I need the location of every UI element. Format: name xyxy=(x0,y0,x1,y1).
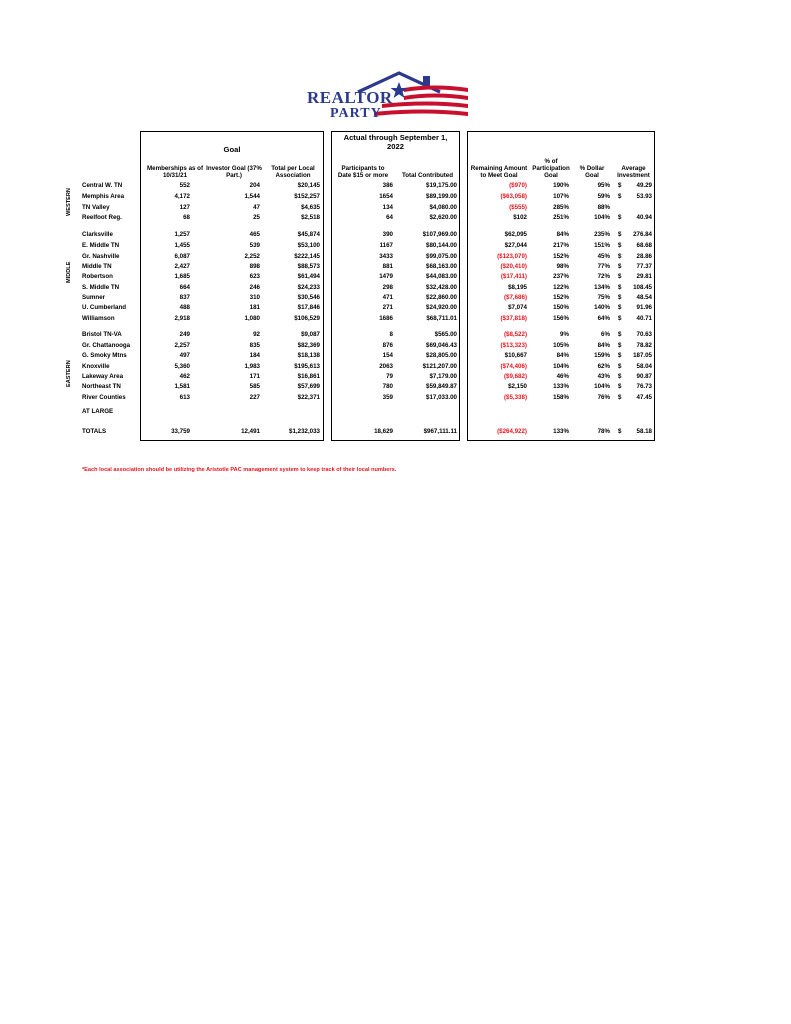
row-pct-dollar: 151% xyxy=(594,242,610,249)
col-header-average-2: Investment xyxy=(617,172,650,179)
row-dollar-sign: $ xyxy=(618,352,622,359)
row-dollar-sign: $ xyxy=(618,253,622,260)
row-total-goal: $30,546 xyxy=(297,294,320,301)
row-total-goal: $57,699 xyxy=(297,383,320,390)
col-header-pct-participation: % of xyxy=(544,158,558,165)
row-members: 2,918 xyxy=(174,315,190,322)
row-pct-dollar: 43% xyxy=(597,373,610,380)
row-investor-goal: 184 xyxy=(249,352,260,359)
row-contributed: $89,199.00 xyxy=(426,193,457,200)
totals-label: TOTALS xyxy=(82,428,107,435)
row-remaining: $2,150 xyxy=(508,383,527,390)
logo-text-party: PARTY xyxy=(330,106,382,120)
row-average: 78.82 xyxy=(636,342,652,349)
logo-text-realtor: REALTOR xyxy=(307,88,393,107)
row-contributed: $107,969.00 xyxy=(422,231,457,238)
row-investor-goal: 1,080 xyxy=(244,315,260,322)
row-remaining: ($5,338) xyxy=(503,394,527,401)
row-total-goal: $18,138 xyxy=(297,352,320,359)
totals-pct-dollar: 78% xyxy=(597,428,610,435)
row-pct-dollar: 235% xyxy=(594,231,610,238)
row-participants: 780 xyxy=(382,383,393,390)
row-investor-goal: 539 xyxy=(249,242,260,249)
row-dollar-sign: $ xyxy=(618,231,622,238)
row-pct-dollar: 134% xyxy=(594,284,610,291)
row-pct-dollar: 6% xyxy=(601,331,610,338)
row-remaining: $10,667 xyxy=(504,352,527,359)
row-remaining: ($63,058) xyxy=(500,193,527,200)
row-total-goal: $20,145 xyxy=(297,182,320,189)
region-label-eastern: EASTERN xyxy=(66,360,72,387)
row-members: 2,427 xyxy=(174,263,190,270)
totals-average: 58.18 xyxy=(636,428,652,435)
row-contributed: $2,620.00 xyxy=(429,214,457,221)
row-participants: 881 xyxy=(382,263,393,270)
row-total-goal: $88,573 xyxy=(297,263,320,270)
row-dollar-sign: $ xyxy=(618,315,622,322)
row-pct-dollar: 88% xyxy=(597,204,610,211)
row-members: 837 xyxy=(179,294,190,301)
row-total-goal: $4,635 xyxy=(301,204,320,211)
row-members: 5,360 xyxy=(174,363,190,370)
col-header-investor-goal: Investor Goal (37% xyxy=(206,165,262,172)
row-name: Middle TN xyxy=(82,263,112,270)
row-average: 47.45 xyxy=(636,394,652,401)
row-participants: 154 xyxy=(382,352,393,359)
row-participants: 3433 xyxy=(379,253,393,260)
row-average: 49.29 xyxy=(636,182,652,189)
row-name: Memphis Area xyxy=(82,193,125,200)
row-remaining: ($20,410) xyxy=(500,263,527,270)
row-name: Lakeway Area xyxy=(82,373,124,380)
row-members: 1,685 xyxy=(174,273,190,280)
row-contributed: $69,046.43 xyxy=(426,342,457,349)
totals-pct-participation: 133% xyxy=(553,428,569,435)
row-pct-participation: 190% xyxy=(553,182,569,189)
row-members: 2,257 xyxy=(174,342,190,349)
row-name: Northeast TN xyxy=(82,383,121,390)
row-participants: 1167 xyxy=(379,242,393,249)
col-header-membership: Memberships as of xyxy=(146,165,204,172)
row-investor-goal: 835 xyxy=(249,342,260,349)
row-participants: 1654 xyxy=(379,193,393,200)
row-dollar-sign: $ xyxy=(618,363,622,370)
row-members: 4,172 xyxy=(174,193,190,200)
row-dollar-sign: $ xyxy=(618,342,622,349)
region-label-middle: MIDDLE xyxy=(66,261,72,283)
row-pct-dollar: 95% xyxy=(597,182,610,189)
row-remaining: $102 xyxy=(513,214,527,221)
col-header-participants-2: Date $15 or more xyxy=(337,172,389,179)
row-investor-goal: 310 xyxy=(249,294,260,301)
row-remaining: ($13,323) xyxy=(500,342,527,349)
realtor-party-logo xyxy=(304,70,470,120)
row-contributed: $4,080.00 xyxy=(429,204,457,211)
region-label-western: WESTERN xyxy=(66,188,72,216)
row-total-goal: $22,371 xyxy=(297,394,320,401)
row-members: 488 xyxy=(179,304,190,311)
row-pct-participation: 152% xyxy=(553,253,569,260)
row-name: Bristol TN-VA xyxy=(82,331,122,338)
row-members: 6,087 xyxy=(174,253,190,260)
row-members: 664 xyxy=(179,284,190,291)
row-contributed: $68,163.00 xyxy=(426,263,457,270)
row-dollar-sign: $ xyxy=(618,304,622,311)
row-remaining: ($970) xyxy=(509,182,527,189)
footnote: *Each local association should be utilizing the Aristotle PAC management system to keep track of their local numbers. xyxy=(82,467,397,473)
row-remaining: $62,095 xyxy=(504,231,527,238)
row-total-goal: $2,518 xyxy=(301,214,320,221)
row-investor-goal: 25 xyxy=(253,214,260,221)
row-average: 48.54 xyxy=(636,294,652,301)
row-pct-dollar: 104% xyxy=(594,383,610,390)
row-pct-participation: 152% xyxy=(553,294,569,301)
row-participants: 271 xyxy=(382,304,393,311)
row-pct-participation: 285% xyxy=(553,204,569,211)
row-pct-participation: 98% xyxy=(556,263,569,270)
row-pct-participation: 46% xyxy=(556,373,569,380)
row-total-goal: $61,494 xyxy=(297,273,320,280)
row-pct-participation: 84% xyxy=(556,231,569,238)
row-members: 249 xyxy=(179,331,190,338)
row-participants: 386 xyxy=(382,182,393,189)
row-remaining: ($74,406) xyxy=(500,363,527,370)
row-participants: 359 xyxy=(382,394,393,401)
row-participants: 390 xyxy=(382,231,393,238)
row-average: 276.84 xyxy=(633,231,652,238)
row-remaining: $7,074 xyxy=(508,304,527,311)
row-members: 552 xyxy=(179,182,190,189)
row-name: River Counties xyxy=(82,394,126,401)
row-investor-goal: 898 xyxy=(249,263,260,270)
row-participants: 298 xyxy=(382,284,393,291)
row-dollar-sign: $ xyxy=(618,373,622,380)
row-total-goal: $106,529 xyxy=(294,315,320,322)
row-investor-goal: 171 xyxy=(249,373,260,380)
row-members: 613 xyxy=(179,394,190,401)
row-pct-participation: 158% xyxy=(553,394,569,401)
row-pct-participation: 122% xyxy=(553,284,569,291)
row-average: 70.63 xyxy=(636,331,652,338)
row-participants: 1479 xyxy=(379,273,393,280)
row-investor-goal: 227 xyxy=(249,394,260,401)
col-header-remaining: Remaining Amount xyxy=(470,165,528,172)
row-pct-participation: 9% xyxy=(560,331,569,338)
row-participants: 1686 xyxy=(379,315,393,322)
totals-dollar-sign: $ xyxy=(618,428,622,435)
row-remaining: $8,195 xyxy=(508,284,527,291)
row-pct-participation: 107% xyxy=(553,193,569,200)
row-pct-dollar: 64% xyxy=(597,315,610,322)
row-average: 40.94 xyxy=(636,214,652,221)
row-contributed: $80,144.00 xyxy=(426,242,457,249)
row-investor-goal: 465 xyxy=(249,231,260,238)
row-name: Gr. Chattanooga xyxy=(82,342,131,349)
row-pct-participation: 237% xyxy=(553,273,569,280)
row-pct-dollar: 140% xyxy=(594,304,610,311)
col-header-investor-goal-2: Part.) xyxy=(226,172,242,179)
row-investor-goal: 1,544 xyxy=(244,193,260,200)
row-name: Sumner xyxy=(82,294,106,301)
row-investor-goal: 1,983 xyxy=(244,363,260,370)
row-investor-goal: 585 xyxy=(249,383,260,390)
row-dollar-sign: $ xyxy=(618,383,622,390)
row-total-goal: $45,874 xyxy=(297,231,320,238)
row-total-goal: $222,145 xyxy=(294,253,320,260)
row-total-goal: $53,100 xyxy=(297,242,320,249)
row-total-goal: $152,257 xyxy=(294,193,320,200)
col-header-pct-participation-2: Participation xyxy=(532,165,570,172)
row-pct-dollar: 84% xyxy=(597,342,610,349)
col-header-pct-participation-3: Goal xyxy=(544,172,558,179)
row-participants: 876 xyxy=(382,342,393,349)
row-investor-goal: 246 xyxy=(249,284,260,291)
row-total-goal: $9,087 xyxy=(301,331,320,338)
row-dollar-sign: $ xyxy=(618,263,622,270)
row-total-goal: $82,369 xyxy=(297,342,320,349)
row-average: 76.73 xyxy=(636,383,652,390)
goal-title: Goal xyxy=(223,145,241,154)
row-remaining: ($17,411) xyxy=(500,273,527,280)
col-header-remaining-2: to Meet Goal xyxy=(480,172,518,179)
row-investor-goal: 623 xyxy=(249,273,260,280)
row-pct-dollar: 104% xyxy=(594,214,610,221)
row-members: 68 xyxy=(183,214,190,221)
row-name: Reelfoot Reg. xyxy=(82,214,122,221)
row-pct-dollar: 59% xyxy=(597,193,610,200)
col-header-participants: Participants to xyxy=(341,165,385,172)
row-name: Central W. TN xyxy=(82,182,123,189)
actual-title-line1: Actual through September 1, xyxy=(343,133,448,142)
row-members: 127 xyxy=(179,204,190,211)
row-name: U. Cumberland xyxy=(82,304,127,311)
row-name: Clarksville xyxy=(82,231,113,238)
row-contributed: $7,179.00 xyxy=(429,373,457,380)
row-name: Williamson xyxy=(82,315,115,322)
row-contributed: $99,075.00 xyxy=(426,253,457,260)
row-name: G. Smoky Mtns xyxy=(82,352,127,359)
row-pct-participation: 104% xyxy=(553,363,569,370)
row-remaining: $27,044 xyxy=(504,242,527,249)
row-contributed: $28,805.00 xyxy=(426,352,457,359)
col-header-membership-2: 10/31/21 xyxy=(162,172,188,179)
row-contributed: $121,207.00 xyxy=(422,363,457,370)
col-header-pct-dollar-2: Goal xyxy=(585,172,599,179)
row-remaining: ($9,682) xyxy=(503,373,527,380)
row-dollar-sign: $ xyxy=(618,294,622,301)
row-investor-goal: 181 xyxy=(249,304,260,311)
col-header-pct-dollar: % Dollar xyxy=(579,165,605,172)
row-members: 1,455 xyxy=(174,242,190,249)
col-header-total-goal-2: Association xyxy=(275,172,311,179)
row-members: 462 xyxy=(179,373,190,380)
row-dollar-sign: $ xyxy=(618,394,622,401)
row-average: 108.45 xyxy=(633,284,652,291)
row-pct-dollar: 45% xyxy=(597,253,610,260)
row-remaining: ($555) xyxy=(509,204,527,211)
totals-goal: 12,491 xyxy=(241,428,260,435)
row-name: E. Middle TN xyxy=(82,242,120,249)
row-average: 91.96 xyxy=(636,304,652,311)
row-pct-dollar: 75% xyxy=(597,294,610,301)
row-name: TN Valley xyxy=(82,204,110,211)
row-pct-dollar: 159% xyxy=(594,352,610,359)
row-pct-participation: 217% xyxy=(553,242,569,249)
row-dollar-sign: $ xyxy=(618,273,622,280)
row-name: Knoxville xyxy=(82,363,110,370)
row-pct-dollar: 62% xyxy=(597,363,610,370)
row-total-goal: $17,846 xyxy=(297,304,320,311)
row-contributed: $59,849.87 xyxy=(426,383,457,390)
row-average: 90.87 xyxy=(636,373,652,380)
row-participants: 2063 xyxy=(379,363,393,370)
row-pct-dollar: 76% xyxy=(597,394,610,401)
row-pct-dollar: 77% xyxy=(597,263,610,270)
at-large-label: AT LARGE xyxy=(82,408,114,415)
row-average: 187.05 xyxy=(633,352,652,359)
row-investor-goal: 2,252 xyxy=(244,253,260,260)
row-remaining: ($8,522) xyxy=(503,331,527,338)
col-header-total-goal: Total per Local xyxy=(271,165,315,172)
row-contributed: $24,920.00 xyxy=(426,304,457,311)
row-pct-participation: 156% xyxy=(553,315,569,322)
row-total-goal: $24,233 xyxy=(297,284,320,291)
row-average: 28.86 xyxy=(636,253,652,260)
row-participants: 134 xyxy=(382,204,393,211)
totals-participants: 18,629 xyxy=(374,428,393,435)
row-dollar-sign: $ xyxy=(618,193,622,200)
row-remaining: ($37,818) xyxy=(500,315,527,322)
row-investor-goal: 47 xyxy=(253,204,260,211)
row-average: 77.37 xyxy=(636,263,652,270)
row-pct-participation: 251% xyxy=(553,214,569,221)
row-dollar-sign: $ xyxy=(618,214,622,221)
row-average: 53.93 xyxy=(636,193,652,200)
row-contributed: $17,033.00 xyxy=(426,394,457,401)
row-dollar-sign: $ xyxy=(618,182,622,189)
row-name: Robertson xyxy=(82,273,113,280)
row-investor-goal: 204 xyxy=(249,182,260,189)
row-remaining: ($123,070) xyxy=(497,253,527,260)
row-participants: 79 xyxy=(386,373,393,380)
row-investor-goal: 92 xyxy=(253,331,260,338)
col-header-average: Average xyxy=(621,165,646,172)
row-contributed: $19,175.00 xyxy=(426,182,457,189)
row-pct-participation: 150% xyxy=(553,304,569,311)
row-dollar-sign: $ xyxy=(618,331,622,338)
row-contributed: $68,711.01 xyxy=(426,315,457,322)
row-members: 1,581 xyxy=(174,383,190,390)
row-contributed: $22,860.00 xyxy=(426,294,457,301)
row-name: Gr. Nashville xyxy=(82,253,120,260)
totals-remaining: ($264,922) xyxy=(497,428,527,435)
row-participants: 471 xyxy=(382,294,393,301)
row-pct-dollar: 72% xyxy=(597,273,610,280)
row-pct-participation: 105% xyxy=(553,342,569,349)
row-participants: 8 xyxy=(389,331,393,338)
row-pct-participation: 133% xyxy=(553,383,569,390)
row-dollar-sign: $ xyxy=(618,284,622,291)
row-total-goal: $16,861 xyxy=(297,373,320,380)
row-average: 68.68 xyxy=(636,242,652,249)
row-contributed: $565.00 xyxy=(434,331,457,338)
totals-members: 33,759 xyxy=(171,428,190,435)
row-pct-participation: 84% xyxy=(556,352,569,359)
row-remaining: ($7,686) xyxy=(503,294,527,301)
row-participants: 64 xyxy=(386,214,393,221)
col-header-total-contributed: Total Contributed xyxy=(401,172,454,179)
row-average: 58.04 xyxy=(636,363,652,370)
row-average: 29.81 xyxy=(636,273,652,280)
totals-contributed: $967,111.11 xyxy=(423,428,457,435)
row-dollar-sign: $ xyxy=(618,242,622,249)
row-members: 497 xyxy=(179,352,190,359)
row-average: 40.71 xyxy=(636,315,652,322)
actual-title-line2: 2022 xyxy=(387,142,404,151)
row-total-goal: $195,613 xyxy=(294,363,320,370)
totals-total: $1,232,033 xyxy=(289,428,320,435)
row-name: S. Middle TN xyxy=(82,284,120,291)
row-members: 1,257 xyxy=(174,231,190,238)
row-contributed: $44,083.00 xyxy=(426,273,457,280)
row-contributed: $32,428.00 xyxy=(426,284,457,291)
